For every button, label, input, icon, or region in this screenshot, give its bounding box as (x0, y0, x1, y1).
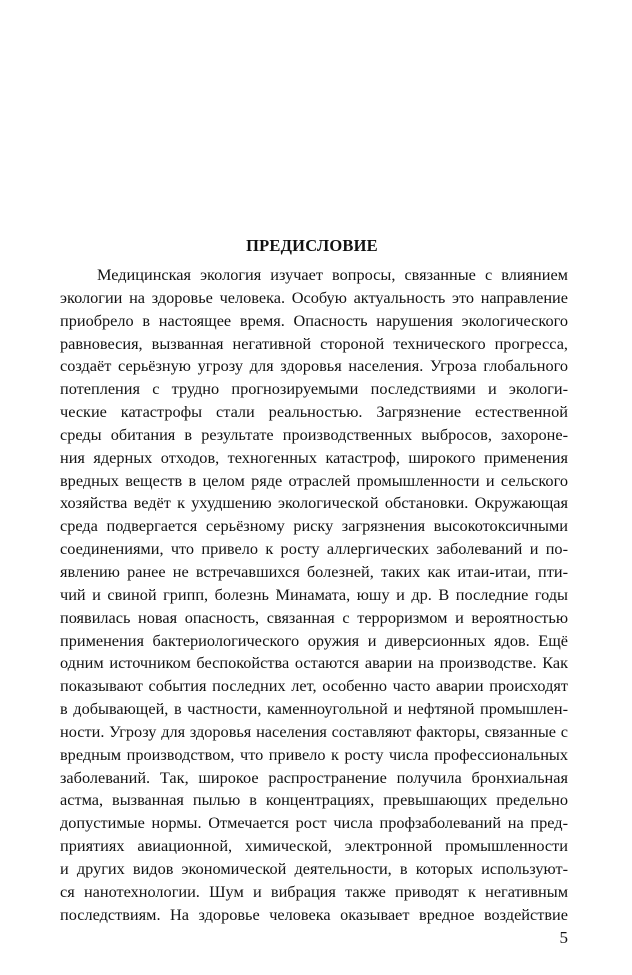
text-line: ся нанотехнологии. Шум и вибрация также приводят к негативным (60, 881, 568, 901)
text-line: приятиях авиационной, химической, электронной промышленности (60, 836, 568, 856)
text-line: среда подвергается серьёзному риску загрязнения высокотоксичными (60, 516, 568, 536)
text-line: создаёт серьёзную угрозу для здоровья населения. Угроза глобального (60, 356, 568, 376)
text-line: одним источником беспокойства остаются аварии на производстве. Как (60, 653, 568, 673)
text-line: последствиям. На здоровье человека оказывает вредное воздействие (60, 904, 568, 924)
text-line: хозяйства ведёт к ухудшению экологической обстановки. Окружающая (60, 493, 568, 513)
text-line: и других видов экономической деятельности, в которых используют- (60, 858, 568, 878)
text-line: равновесия, вызванная негативной стороной технического прогресса, (60, 333, 568, 353)
text-line: Медицинская экология изучает вопросы, связанные с влиянием (97, 265, 568, 284)
page-number: 5 (559, 928, 568, 947)
text-line: вредных веществ в целом ряде отраслей промышленности и сельского (60, 470, 568, 490)
text-line: применения бактериологического оружия и диверсионных ядов. Ещё (60, 630, 568, 650)
text-line: ности. Угрозу для здоровья населения составляют факторы, связанные с (60, 721, 568, 741)
text-line: экологии на здоровье человека. Особую актуальность это направление (60, 287, 568, 307)
text-line: явлению ранее не встречавшихся болезней, таких как итаи-итаи, пти- (60, 561, 568, 581)
text-line: появилась новая опасность, связанная с терроризмом и вероятностью (60, 607, 568, 627)
text-line: приобрело в настоящее время. Опасность нарушения экологического (60, 310, 568, 330)
section-title: ПРЕДИСЛОВИЕ (246, 236, 378, 255)
text-line: допустимые нормы. Отмечается рост числа профзаболеваний на пред- (60, 813, 568, 833)
text-line: среды обитания в результате производственных выбросов, захороне- (60, 424, 568, 444)
text-line: заболеваний. Так, широкое распространение получила бронхиальная (60, 767, 568, 787)
text-line: соединениями, что привело к росту аллергических заболеваний и по- (60, 539, 568, 559)
text-line: потепления с трудно прогнозируемыми последствиями и экологи- (60, 379, 568, 399)
text-line: показывают события последних лет, особенно часто аварии происходят (60, 676, 568, 696)
text-line: ческие катастрофы стали реальностью. Загрязнение естественной (60, 402, 568, 422)
text-line: ния ядерных отходов, техногенных катастроф, широкого применения (60, 447, 568, 467)
text-line: вредным производством, что привело к росту числа профессиональных (60, 744, 568, 764)
text-line: чий и свиной грипп, болезнь Минамата, юшу и др. В последние годы (60, 584, 568, 604)
text-line: астма, вызванная пылью в концентрациях, превышающих предельно (60, 790, 568, 810)
text-line: в добывающей, в частности, каменноугольной и нефтяной промышлен- (60, 699, 568, 719)
body-paragraph (60, 264, 568, 926)
